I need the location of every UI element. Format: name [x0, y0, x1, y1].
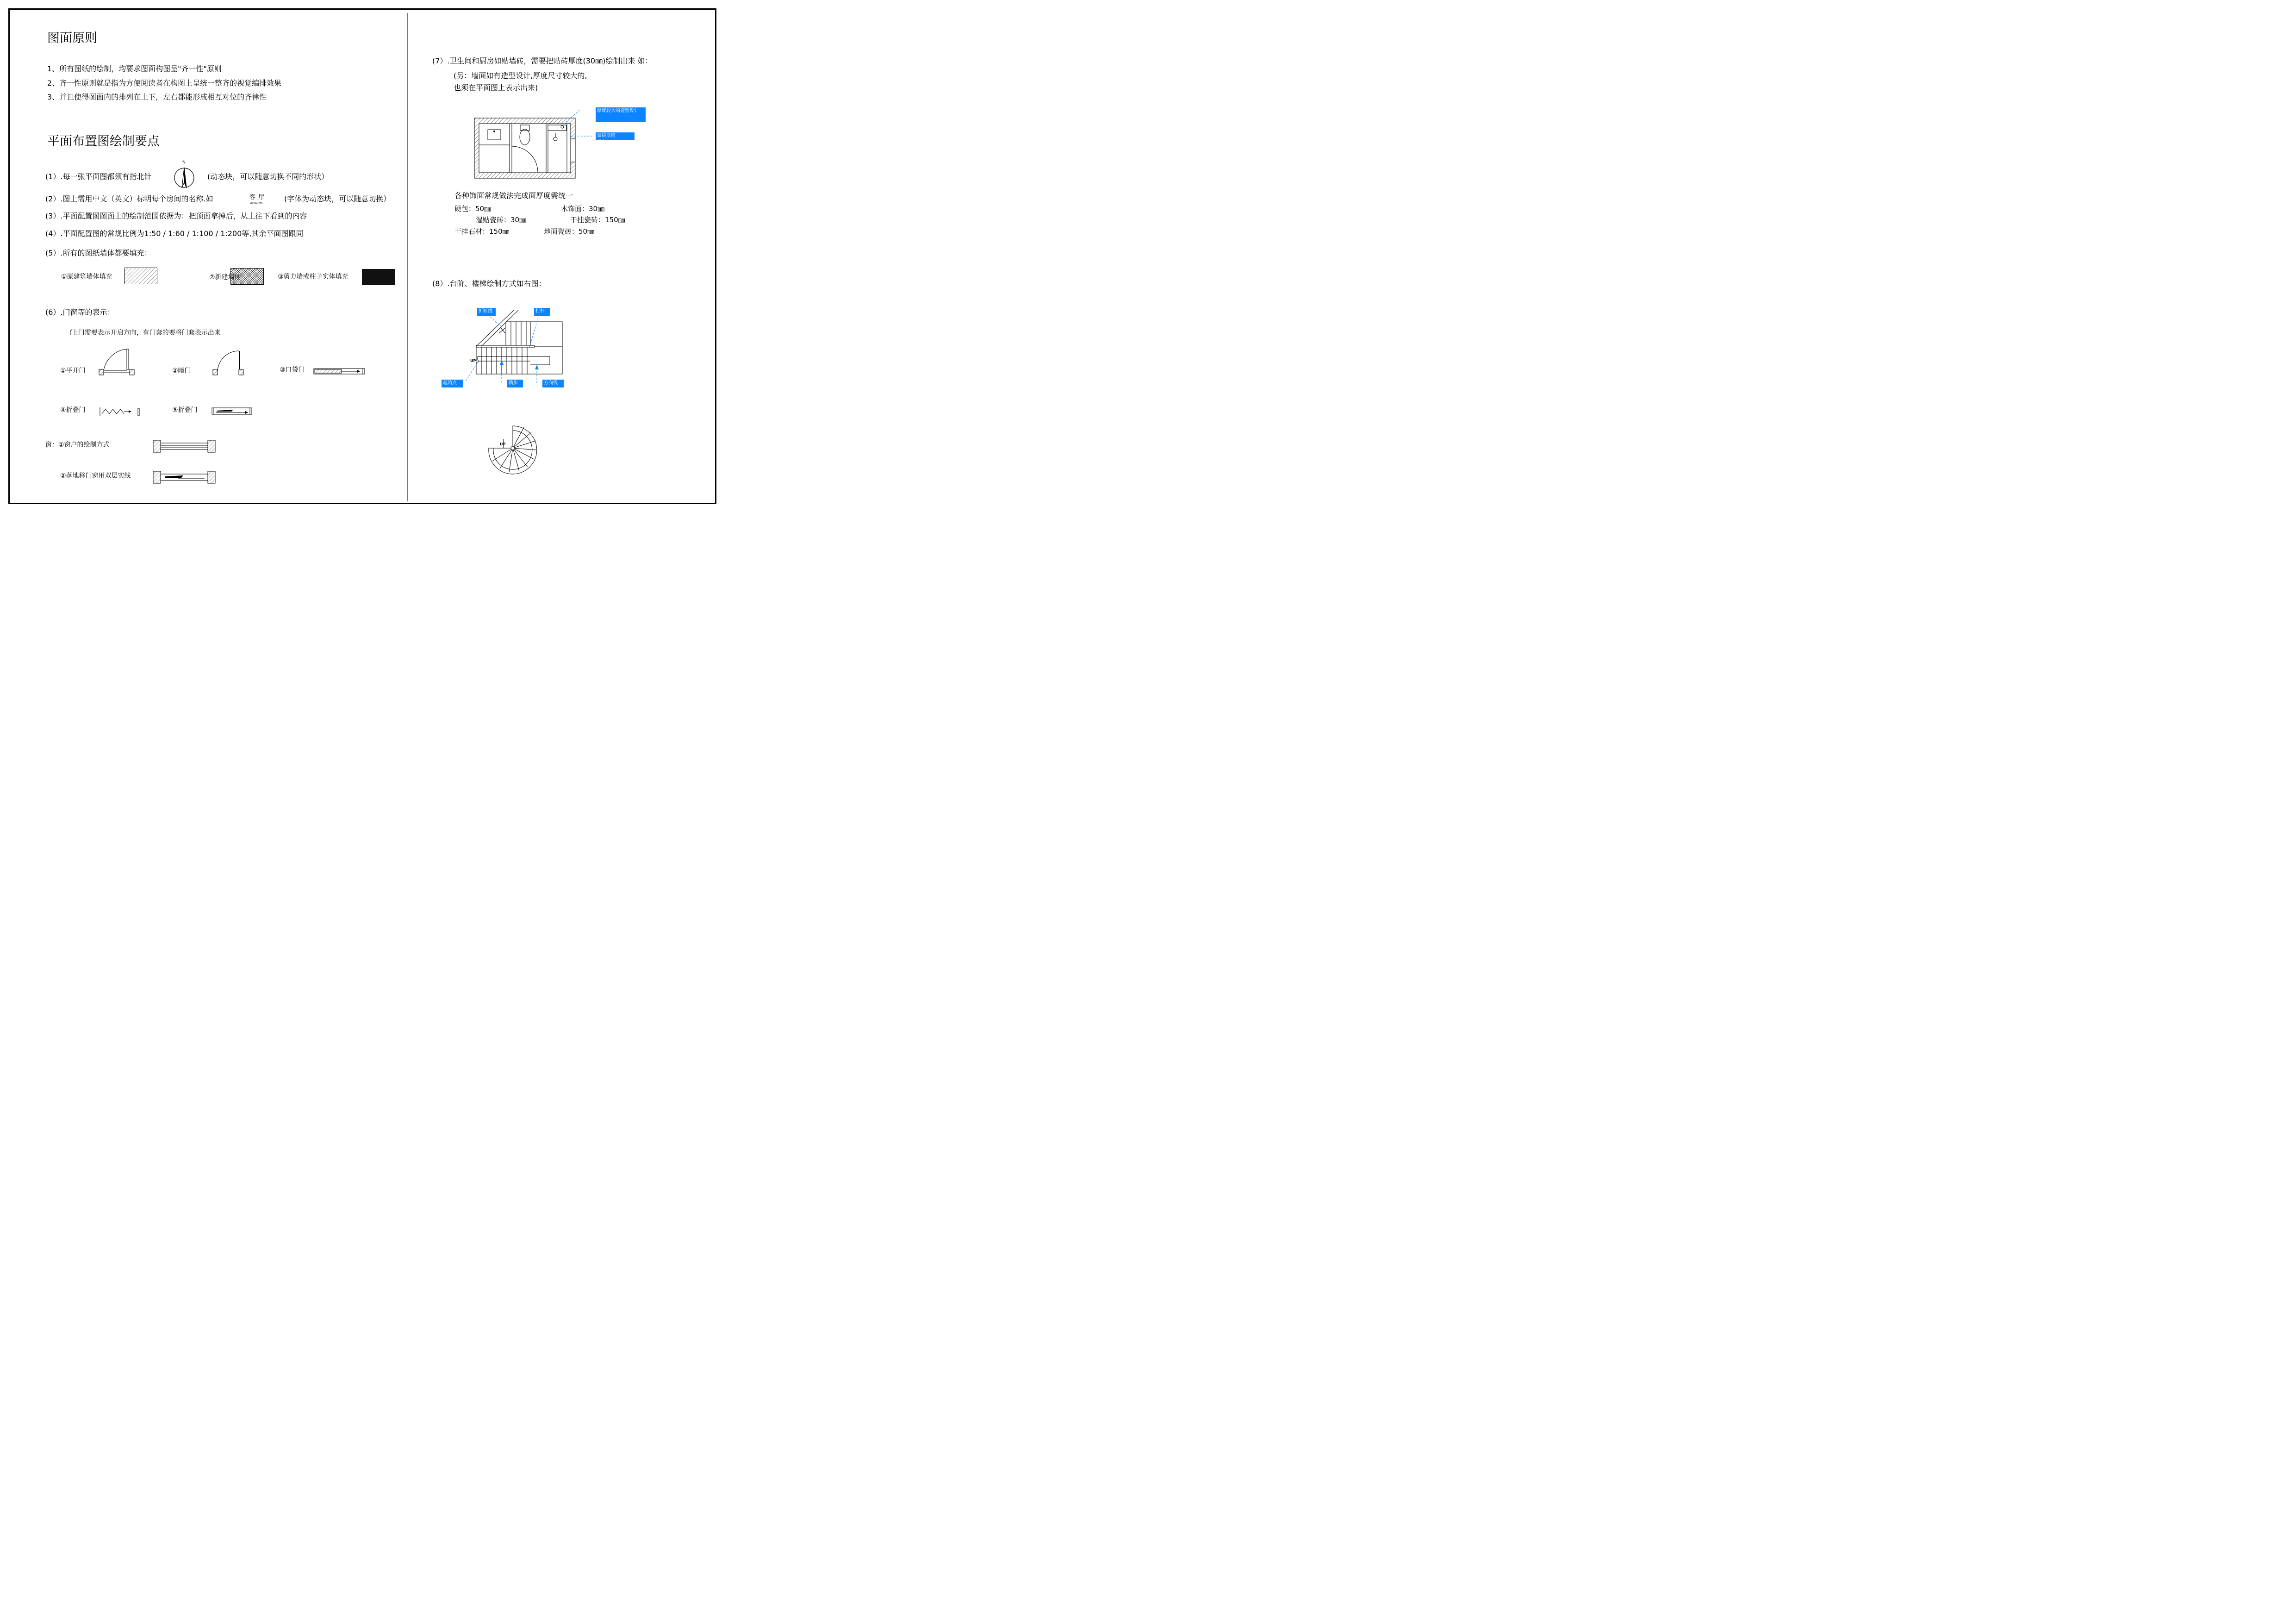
door-label-pocket: ③口袋门: [280, 366, 305, 374]
principle-3: 3、并且使得图面内的排列在上下，左右都能形成相互对位的齐律性: [47, 93, 267, 101]
finish-hard-pack: 硬包：50㎜: [454, 205, 492, 213]
callout-break-line: 折断线: [477, 308, 496, 316]
door-label-fold-2: ⑤折叠门: [172, 406, 198, 414]
fill-label-solid: ③剪力墙或柱子实体填充: [278, 273, 348, 281]
principle-1: 1、所有图纸的绘制，均要求图面构图呈"齐一性"原则: [47, 64, 222, 73]
finish-dry-stone: 干挂石材：150㎜: [454, 227, 510, 236]
item-7-note-2: 也须在平面图上表示出来): [454, 83, 538, 92]
column-divider: [407, 13, 408, 501]
window-symbol: [153, 440, 216, 453]
section-title-principle: 图面原则: [47, 31, 97, 45]
pocket-door-symbol: [313, 368, 366, 375]
item-6: (6）.门窗等的表示：: [45, 308, 115, 317]
item-5: (5）.所有的图纸墙体都要填充：: [45, 249, 152, 257]
compass-n-label: N: [182, 160, 186, 165]
item-1: (1）.每一张平面图都须有指北针: [45, 172, 152, 181]
door-label-swing: ①平开门: [60, 367, 86, 375]
straight-stair-drawing: [440, 306, 569, 389]
fill-label-original: ①原建筑墙体填充: [61, 273, 112, 281]
door-label-hidden: ②暗门: [172, 367, 191, 375]
solid-wall-fill: [362, 269, 395, 285]
finish-title: 各种饰面常规做法完成面厚度需统一: [454, 191, 573, 200]
finish-floor-tile: 地面瓷砖：50㎜: [544, 227, 595, 236]
item-2-note: (字体为动态块，可以随意切换）: [284, 194, 391, 203]
room-name-en: LIVING RM.: [250, 202, 263, 205]
item-8: (8）.台阶、楼梯绘制方式如右图：: [432, 279, 546, 288]
spiral-stair-drawing: [486, 422, 541, 473]
item-3: (3）.平面配置图图面上的绘制范围依据为：把顶面拿掉后，从上往下看到的内容: [45, 212, 307, 220]
folding-door-symbol-1: [99, 406, 142, 417]
folding-door-symbol-2: [211, 407, 253, 415]
room-name-cn: 客 厅: [249, 194, 265, 201]
hatch-original-wall: [124, 268, 157, 284]
callout-shape-design: 厚度较大的造型设计: [596, 107, 646, 122]
item-2: (2）.图上需用中文（英文）标明每个房间的名称.如: [45, 194, 213, 203]
window-label-2: ②落地移门窗用双层实线: [60, 472, 131, 480]
callout-railing: 栏杆: [534, 308, 550, 316]
item-4: (4）.平面配置图的常规比例为1:50 / 1:60 / 1:100 / 1:200等,其余平面图跟同: [45, 229, 304, 238]
hidden-door-symbol: [211, 349, 245, 377]
north-arrow-icon: [173, 161, 196, 190]
section-title-plan: 平面布置图绘制要点: [47, 134, 160, 149]
door-note: 门:门需要表示开启方向，有门套的要将门套表示出来: [69, 329, 221, 337]
finish-wet-tile: 湿贴瓷砖：30㎜: [476, 216, 527, 224]
sliding-window-symbol: [153, 471, 216, 484]
callout-tile-thickness: 墙砖厚度(30mm): [596, 132, 635, 140]
spiral-up-label: UP: [500, 442, 506, 446]
door-label-fold-1: ④折叠门: [60, 406, 86, 414]
fill-label-new: ②新建墙体: [209, 274, 241, 281]
stair-up-label: UP: [470, 359, 476, 363]
swing-door-symbol: [97, 346, 135, 377]
window-label-1: 窗：①窗户的绘制方式: [45, 441, 110, 449]
bathroom-plan-drawing: [472, 106, 588, 181]
item-1-note: (动态块，可以随意切换不同的形状）: [207, 172, 329, 181]
callout-tread: 踏步: [507, 380, 523, 387]
callout-direction-line: 方向线: [542, 380, 564, 387]
item-7-note-1: (另：墙面如有造型设计,厚度尺寸较大的,: [454, 71, 587, 80]
finish-dry-tile: 干挂瓷砖：150㎜: [570, 216, 625, 224]
item-7: (7）.卫生间和厨房如贴墙砖，需要把贴砖厚度(30㎜)绘制出来 如：: [432, 56, 653, 65]
callout-start-point: 起始点: [442, 380, 463, 387]
finish-wood-veneer: 木饰面：30㎜: [561, 205, 605, 213]
principle-2: 2、齐一性原则就是指为方便阅读者在构图上呈统一整齐的视觉编排效果: [47, 79, 282, 87]
